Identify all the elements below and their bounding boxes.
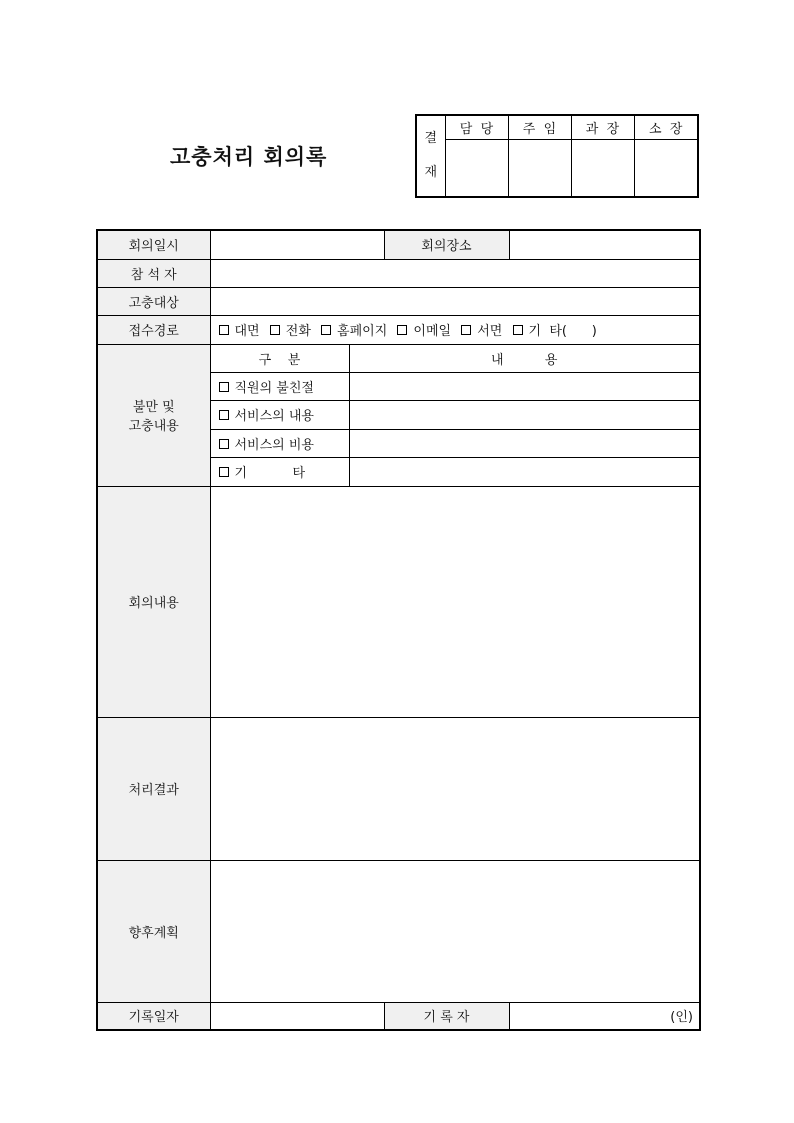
content-field-unkind[interactable]	[349, 372, 700, 400]
meeting-content-label: 회의내용	[97, 486, 210, 717]
meeting-place-field[interactable]	[509, 230, 700, 259]
approval-label	[416, 115, 445, 197]
route-option-other[interactable]	[511, 324, 597, 339]
record-date-label: 기록일자	[97, 1002, 210, 1030]
signature-cell-section-head[interactable]	[571, 139, 634, 197]
content-field-service-content[interactable]	[349, 400, 700, 429]
complaint-label-line1: 불만 및	[132, 400, 175, 415]
route-options	[210, 315, 700, 344]
category-label: 서비스의 비용	[234, 437, 314, 453]
category-service-cost[interactable]	[210, 429, 349, 457]
meeting-date-label: 회의일시	[97, 230, 210, 259]
meeting-date-field[interactable]	[210, 230, 384, 259]
route-option-label: 서면	[477, 324, 503, 339]
category-label: 직원의 불친절	[234, 380, 314, 396]
category-label: 서비스의 내용	[234, 409, 314, 424]
record-date-field[interactable]	[210, 1002, 384, 1030]
checkbox-icon[interactable]	[321, 325, 331, 335]
checkbox-icon[interactable]	[461, 325, 471, 335]
route-option-phone[interactable]	[268, 324, 311, 339]
category-header: 구 분	[210, 344, 349, 372]
signature-cell-chief[interactable]	[508, 139, 571, 197]
signature-cell-manager[interactable]	[445, 139, 508, 197]
checkbox-icon[interactable]	[397, 325, 407, 335]
complaint-label-line2: 고충내용	[128, 419, 179, 434]
route-option-label: 전화	[285, 324, 311, 339]
route-option-email[interactable]	[395, 324, 451, 339]
checkbox-icon[interactable]	[270, 325, 280, 335]
approval-role-manager: 담 당	[445, 115, 508, 139]
checkbox-icon[interactable]	[219, 410, 229, 420]
recorder-field[interactable]	[509, 1002, 700, 1030]
checkbox-icon[interactable]	[219, 439, 229, 449]
category-label: 기 타	[234, 466, 306, 481]
signature-cell-director[interactable]	[634, 139, 698, 197]
complaint-label	[97, 344, 210, 486]
attendees-label: 참 석 자	[97, 259, 210, 287]
route-option-label: 대면	[234, 324, 260, 339]
checkbox-icon[interactable]	[219, 382, 229, 392]
plan-field[interactable]	[210, 860, 700, 1002]
plan-label: 향후계획	[97, 860, 210, 1002]
target-field[interactable]	[210, 287, 700, 315]
approval-label-bottom: 재	[424, 165, 438, 180]
route-option-label: 기 타( )	[528, 324, 597, 339]
approval-role-chief: 주 임	[508, 115, 571, 139]
route-option-label: 홈페이지	[337, 324, 388, 339]
target-label: 고충대상	[97, 287, 210, 315]
category-service-content[interactable]	[210, 400, 349, 429]
checkbox-icon[interactable]	[219, 325, 229, 335]
complaint-form	[96, 229, 701, 1031]
route-label: 접수경로	[97, 315, 210, 344]
checkbox-icon[interactable]	[513, 325, 523, 335]
category-other[interactable]	[210, 457, 349, 486]
approval-role-director: 소 장	[634, 115, 698, 139]
recorder-label: 기 록 자	[384, 1002, 509, 1030]
route-option-letter[interactable]	[459, 324, 502, 339]
result-label: 처리결과	[97, 717, 210, 860]
checkbox-icon[interactable]	[219, 467, 229, 477]
category-unkind[interactable]	[210, 372, 349, 400]
content-field-service-cost[interactable]	[349, 429, 700, 457]
route-option-face[interactable]	[217, 324, 260, 339]
result-field[interactable]	[210, 717, 700, 860]
approval-role-section-head: 과 장	[571, 115, 634, 139]
meeting-place-label: 회의장소	[384, 230, 509, 259]
approval-box	[415, 114, 699, 198]
seal-mark: (인)	[670, 1010, 693, 1026]
content-header: 내 용	[349, 344, 700, 372]
content-field-other[interactable]	[349, 457, 700, 486]
route-option-homepage[interactable]	[319, 324, 387, 339]
meeting-content-field[interactable]	[210, 486, 700, 717]
page-title: 고충처리 회의록	[170, 145, 328, 169]
attendees-field[interactable]	[210, 259, 700, 287]
route-option-label: 이메일	[413, 324, 452, 339]
approval-label-top: 결	[424, 131, 438, 147]
